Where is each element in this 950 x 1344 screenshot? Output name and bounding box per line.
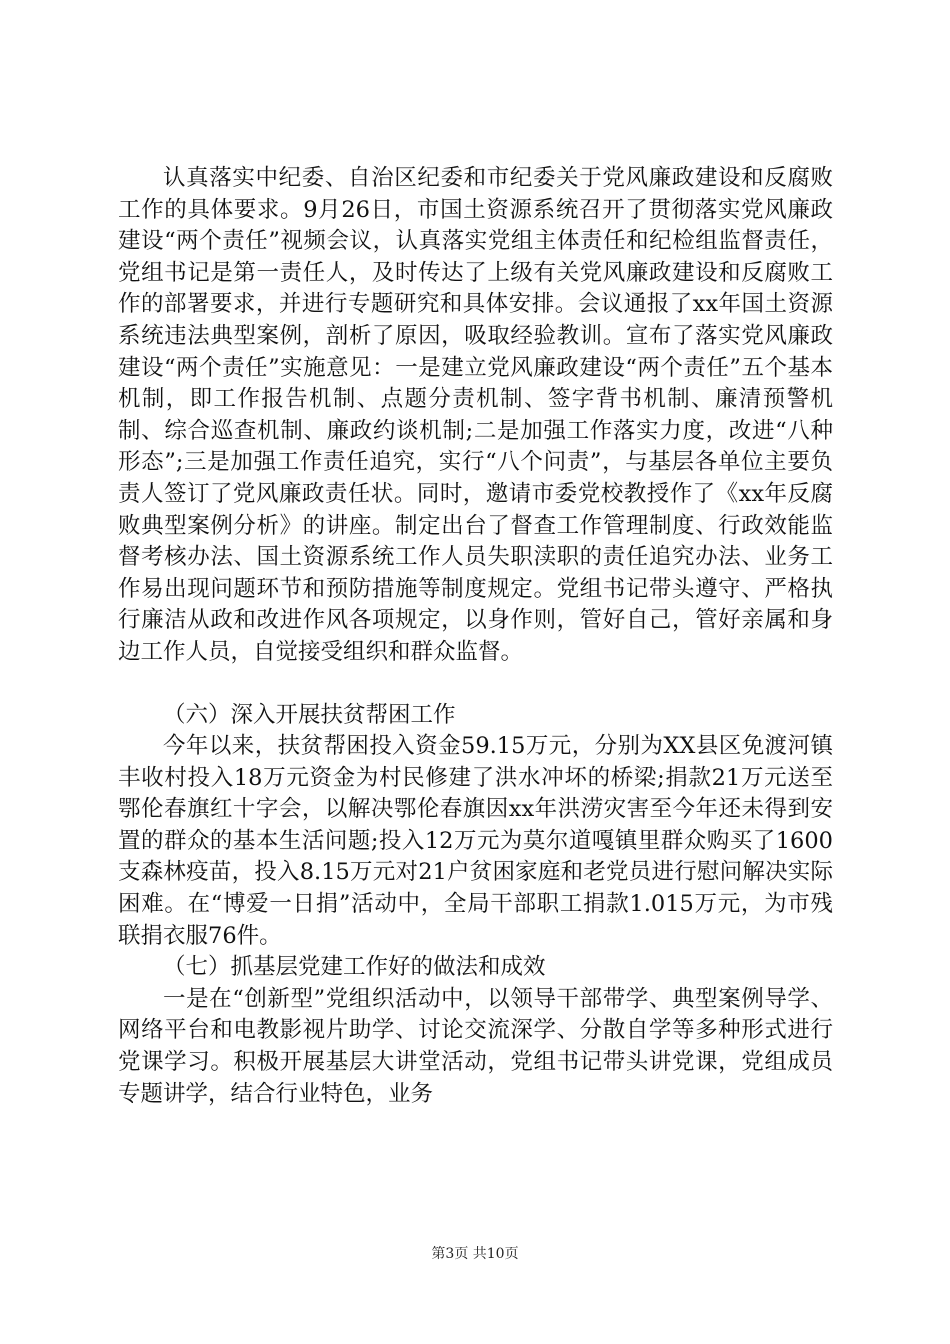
page-number-footer: 第3页 共10页 — [431, 1246, 519, 1262]
paragraph-anti-corruption: 认真落实中纪委、自治区纪委和市纪委关于党风廉政建设和反腐败工作的具体要求。9月26日，市国土资源系统召开了贯彻落实党风廉政建设“两个责任”视频会议，认真落实党组主体责任和纪检组监督责任，党组书记是第一责任人，及时传达了上级有关党风廉政建设和反腐败工作的部署要求，并进行专题研究和具体安排。会议通报了xx年国土资源系统违法典型案例，剖析了原因，吸取经验教训。宣布了落实党风廉政建设“两个责任”实施意见：一是建立党风廉政建设“两个责任”五个基本机制，即工作报告机制、点题分责机制、签字背书机制、廉清预警机制、综合巡查机制、廉政约谈机制;二是加强工作落实力度，改进“八种形态”;三是加强工作责任追究，实行“八个问责”，与基层各单位主要负责人签订了党风廉政责任状。同时，邀请市委党校教授作了《xx年反腐败典型案例分析》的讲座。制定出台了督查工作管理制度、行政效能监督考核办法、国土资源系统工作人员失职渎职的责任追究办法、业务工作易出现问题环节和预防措施等制度规定。党组书记带头遵守、严格执行廉洁从政和改进作风各项规定，以身作则，管好自己，管好亲属和身边工作人员，自觉接受组织和群众监督。 — [118, 165, 833, 665]
paragraph-poverty-relief: 今年以来，扶贫帮困投入资金59.15万元，分别为XX县区免渡河镇丰收村投入18万元资金为村民修建了洪水冲坏的桥梁;捐款21万元送至鄂伦春旗红十字会，以解决鄂伦春旗因xx年洪涝灾害至今年还未得到安置的群众的基本生活问题;投入12万元为莫尔道嘎镇里群众购买了1600支森林疫苗，投入8.15万元对21户贫困家庭和老党员进行慰问解决实际困难。在“博爱一日捐”活动中，全局干部职工捐款1.015万元，为市残联捐衣服76件。 — [118, 733, 833, 949]
paragraph-gap — [118, 669, 833, 700]
section-heading-poverty-relief: （六）深入开展扶贫帮困工作 — [163, 701, 456, 728]
paragraph-party-building: 一是在“创新型”党组织活动中，以领导干部带学、典型案例导学、网络平台和电教影视片助学、讨论交流深学、分散自学等多种形式进行党课学习。积极开展基层大讲堂活动，党组书记带头讲党课，党组成员专题讲学，结合行业特色，业务 — [118, 985, 833, 1107]
document-body — [118, 163, 833, 1110]
section-heading-party-building: （七）抓基层党建工作好的做法和成效 — [163, 954, 546, 981]
